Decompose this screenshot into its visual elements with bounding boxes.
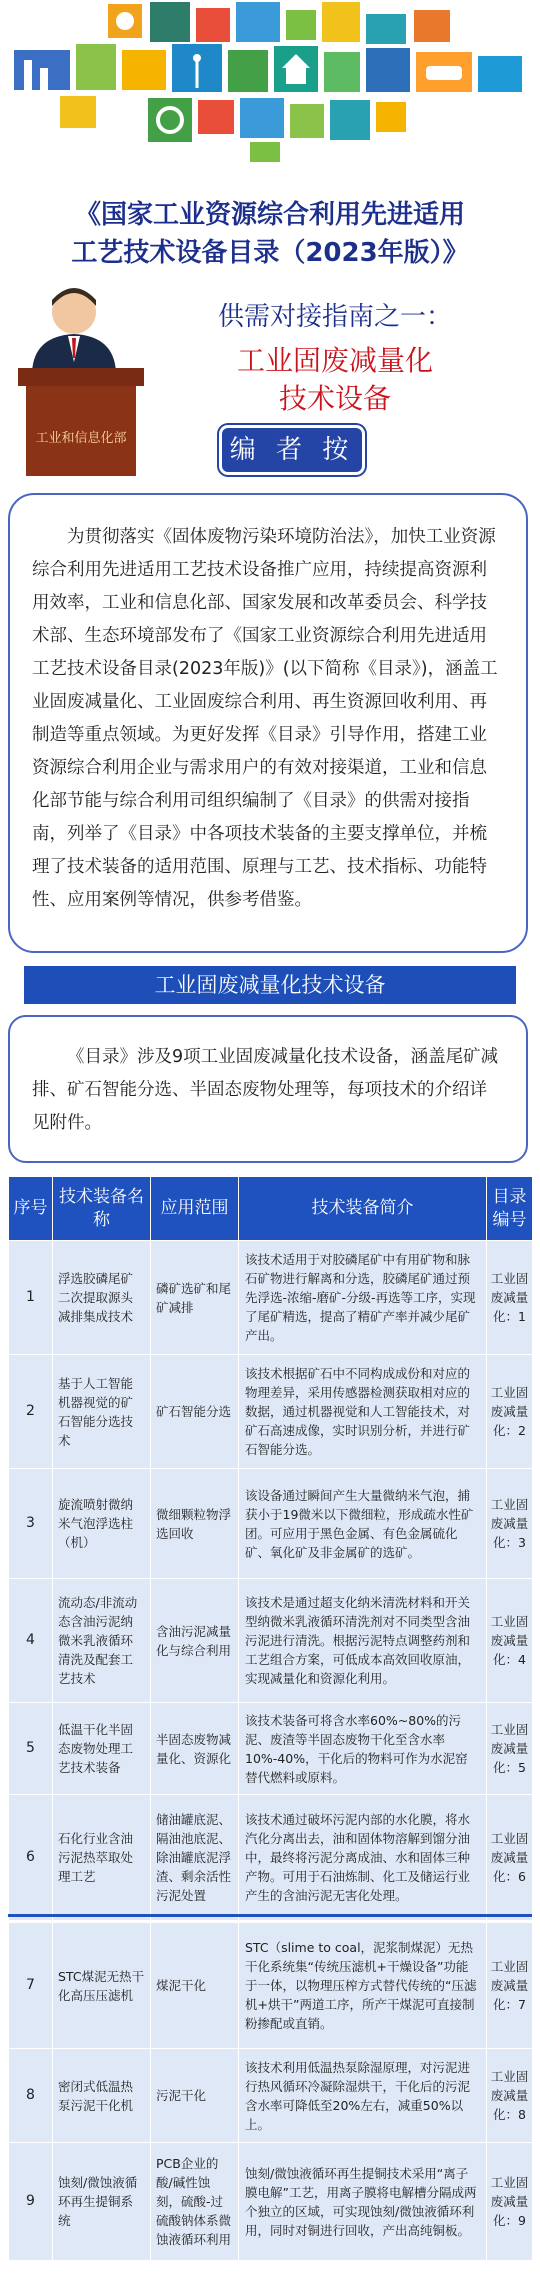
header-illustration: [0, 0, 540, 165]
cell-name: 旋流喷射微纳米气泡浮选柱（机）: [53, 1469, 151, 1579]
summary-box: [8, 1015, 528, 1163]
document-title: [20, 196, 520, 272]
table-row: [9, 1923, 533, 2049]
table-row: [9, 2049, 533, 2143]
cell-code: 工业固废减量化：4: [487, 1579, 533, 1703]
summary-paragraph: 《目录》涉及9项工业固废减量化技术设备，涵盖尾矿减排、矿石智能分选、半固态废物处理等，每项技术的介绍详见附件。: [32, 1047, 499, 1133]
table-divider: [8, 1914, 532, 1917]
cell-code: 工业固废减量化：6: [487, 1795, 533, 1921]
cell-no: 9: [9, 2143, 53, 2261]
guide-topic-line-2: 技术设备: [278, 382, 391, 415]
guide-topic: [140, 342, 530, 418]
cell-name: STC煤泥无热干化高压压滤机: [53, 1923, 151, 2049]
header-no: 序号: [9, 1177, 53, 1241]
cell-no: 7: [9, 1923, 53, 2049]
cell-code: 工业固废减量化：1: [487, 1241, 533, 1355]
table-row: [9, 1579, 533, 1703]
cell-code: 工业固废减量化：9: [487, 2143, 533, 2261]
leaf-icon: [250, 142, 280, 162]
header-name: 技术装备名称: [53, 1177, 151, 1241]
cell-scope: 含油污泥减量化与综合利用: [151, 1579, 239, 1703]
cell-name: 低温干化半固态废物处理工艺技术装备: [53, 1703, 151, 1795]
cell-name: 密闭式低温热泵污泥干化机: [53, 2049, 151, 2143]
title-line-2: 工艺技术设备目录（2023年版）》: [71, 238, 469, 268]
cell-scope: 储油罐底泥、隔油池底泥、除油罐底泥浮渣、剩余活性污泥处置: [151, 1795, 239, 1921]
cell-code: 工业固废减量化：3: [487, 1469, 533, 1579]
table-row: [9, 1355, 533, 1469]
car-icon: [416, 52, 472, 92]
cell-desc: 该设备通过瞬间产生大量微纳米气泡，捕获小于19微米以下微细粒，形成疏水性矿团。可应用于黑色金属、有色金属硫化矿、氧化矿及非金属矿的选矿。: [239, 1469, 487, 1579]
cell-desc: 该技术根据矿石中不同构成成份和对应的物理差异，采用传感器检测获取相对应的数据，通过机器视觉和人工智能技术，对矿石高速成像，实时识别分析，并进行矿石智能分选。: [239, 1355, 487, 1469]
table-row: [9, 2143, 533, 2261]
cell-code: 工业固废减量化：7: [487, 1923, 533, 2049]
title-line-1: 《国家工业资源综合利用先进适用: [74, 200, 465, 230]
cell-scope: 微细颗粒物浮选回收: [151, 1469, 239, 1579]
cell-desc: 该技术利用低温热泵除湿原理，对污泥进行热风循环冷凝除湿烘干，干化后的污泥含水率可降低至20%左右，减重50%以上。: [239, 2049, 487, 2143]
cell-no: 6: [9, 1795, 53, 1921]
tech-table: [8, 1176, 533, 1921]
cell-name: 浮选胶磷尾矿二次提取源头减排集成技术: [53, 1241, 151, 1355]
cell-name: 石化行业含油污泥热萃取处理工艺: [53, 1795, 151, 1921]
cell-code: 工业固废减量化：8: [487, 2049, 533, 2143]
section-title-bar: 工业固废减量化技术设备: [24, 966, 516, 1004]
cell-no: 2: [9, 1355, 53, 1469]
tech-table-continued: [8, 1922, 533, 2261]
cell-code: 工业固废减量化：5: [487, 1703, 533, 1795]
house-icon: [274, 46, 318, 92]
guide-series: 供需对接指南之一：: [217, 302, 452, 332]
header-scope: 应用范围: [151, 1177, 239, 1241]
cell-name: 蚀刻/微蚀液循环再生提铜系统: [53, 2143, 151, 2261]
cell-desc: 该技术通过破坏污泥内部的水化膜，将水汽化分离出去，油和固体物溶解到馏分油中，最终将污泥分离成油、水和固体三种产物。可用于石油炼制、化工及储运行业产生的含油污泥无害化处理。: [239, 1795, 487, 1921]
table-row: [9, 1469, 533, 1579]
cell-desc: STC（slime to coal，泥浆制煤泥）无热干化系统集“传统压滤机+干燥设备”功能于一体，以物理压榨方式替代传统的“压滤机+烘干”两道工序，所产干煤泥可直接制粉掺配或直销。: [239, 1923, 487, 2049]
header-desc: 技术装备简介: [239, 1177, 487, 1241]
header-code: 目录编号: [487, 1177, 533, 1241]
table-row: [9, 1703, 533, 1795]
cell-scope: 污泥干化: [151, 2049, 239, 2143]
intro-box: [8, 493, 528, 953]
cell-desc: 该技术适用于对胶磷尾矿中有用矿物和脉石矿物进行解离和分选，胶磷尾矿通过预先浮选-浓缩-磨矿-分级-再选等工序，实现了尾矿精选，提高了精矿产率并减少尾矿产出。: [239, 1241, 487, 1355]
editor-note-badge: 编 者 按: [222, 428, 362, 472]
cell-desc: 该技术是通过超支化纳米清洗材料和开关型纳微米乳液循环清洗剂对不同类型含油污泥进行清洗。根据污泥特点调整药剂和工艺组合方案，可低成本高效回收原油，实现减量化和资源化利用。: [239, 1579, 487, 1703]
table-row: [9, 1241, 533, 1355]
cell-no: 5: [9, 1703, 53, 1795]
cell-scope: 煤泥干化: [151, 1923, 239, 2049]
cell-desc: 蚀刻/微蚀液循环再生提铜技术采用“离子膜电解”工艺，用离子膜将电解槽分隔成两个独立的区域，可实现蚀刻/微蚀液循环利用，同时对铜进行回收，产出高纯铜板。: [239, 2143, 487, 2261]
cell-no: 8: [9, 2049, 53, 2143]
podium-label: 工业和信息化部: [35, 431, 127, 446]
sun-icon: [108, 4, 142, 38]
table-row: [9, 1795, 533, 1921]
tech-table-part-2: [8, 1922, 532, 2261]
cell-no: 4: [9, 1579, 53, 1703]
cell-code: 工业固废减量化：2: [487, 1355, 533, 1469]
tech-table-part-1: [8, 1176, 532, 1921]
cell-name: 基于人工智能机器视觉的矿石智能分选技术: [53, 1355, 151, 1469]
cell-no: 1: [9, 1241, 53, 1355]
cell-scope: 半固态废物减量化、资源化: [151, 1703, 239, 1795]
intro-paragraph: 为贯彻落实《固体废物污染环境防治法》，加快工业资源综合利用先进适用工艺技术设备推广应用，持续提高资源利用效率，工业和信息化部、国家发展和改革委员会、科学技术部、生态环境部发布了《国家工业资源综合利用先进适用工艺技术设备目录(2023年版)》(以下简称《目录》)，涵盖工业固废减量化、工业固废综合利用、再生资源回收利用、再制造等重点领域。为更好发挥《目录》引导作用，搭建工业资源综合利用企业与需求用户的有效对接渠道，工业和信息化部节能与综合利用司组织编制了《目录》的供需对接指南，列举了《目录》中各项技术装备的主要支撑单位，并梳理了技术装备的适用范围、原理与工艺、技术指标、功能特性、应用案例等情况，供参考借鉴。: [32, 527, 498, 910]
cell-no: 3: [9, 1469, 53, 1579]
cell-scope: 磷矿选矿和尾矿减排: [151, 1241, 239, 1355]
table-header-row: [9, 1177, 533, 1241]
cell-scope: 矿石智能分选: [151, 1355, 239, 1469]
cell-name: 流动态/非流动态含油污泥纳微米乳液循环清洗及配套工艺技术: [53, 1579, 151, 1703]
cell-scope: PCB企业的酸/碱性蚀刻，硫酸-过硫酸钠体系微蚀液循环利用: [151, 2143, 239, 2261]
guide-topic-line-1: 工业固废减量化: [236, 344, 433, 377]
factory-icon: [14, 50, 70, 90]
recycle-icon: [148, 98, 192, 142]
wind-turbine-icon: [172, 44, 222, 92]
cell-desc: 该技术装备可将含水率60%~80%的污泥、废渣等半固态废物干化至含水率10%-40%，干化后的物料可作为水泥窑替代燃料或原料。: [239, 1703, 487, 1795]
